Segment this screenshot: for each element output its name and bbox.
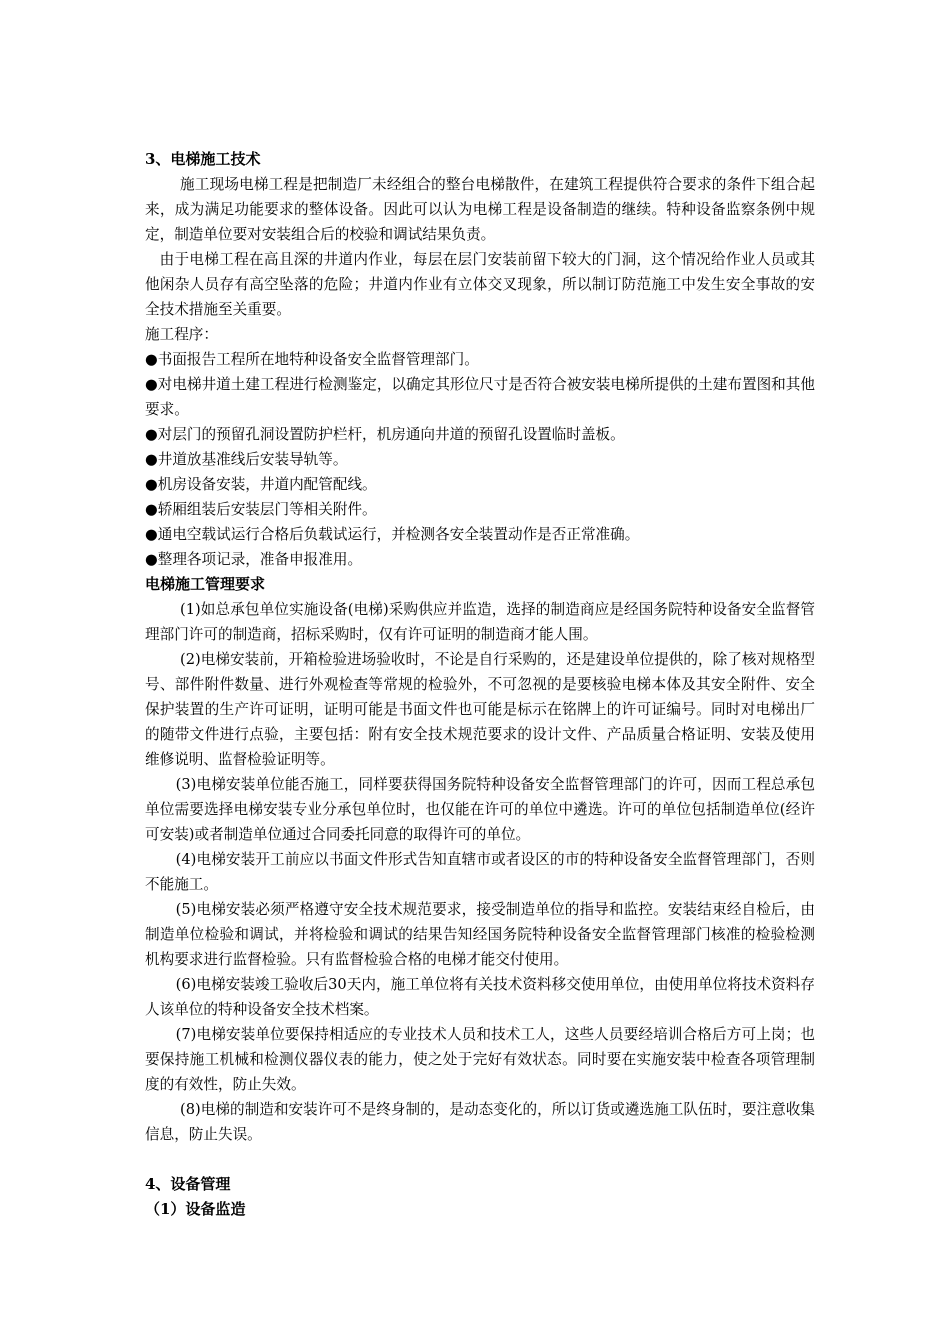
management-requirements-title: 电梯施工管理要求 [145, 575, 266, 593]
management-item: (5)电梯安装必须严格遵守安全技术规范要求，接受制造单位的指导和监控。安装结束经自检后，由制造单位检验和调试，并将检验和调试的结果告知经国务院特种设备安全监督管理部门核准的检验检测机构要求进行监督检验。只有监督检验合格的电梯才能交付使用。 [145, 901, 815, 968]
procedure-item: ●轿厢组装后安装层门等相关附件。 [145, 501, 377, 518]
section-4-subtitle: （1）设备监造 [145, 1200, 246, 1218]
procedure-item: ●整理各项记录，准备申报准用。 [145, 551, 363, 568]
document-page [145, 147, 815, 1222]
section-3-title: 3、电梯施工技术 [145, 150, 261, 168]
section-spacer [145, 1147, 815, 1172]
procedure-item: ●对层门的预留孔洞设置防护栏杆，机房通向井道的预留孔设置临时盖板。 [145, 426, 625, 443]
management-item: (8)电梯的制造和安装许可不是终身制的，是动态变化的，所以订货或遴选施工队伍时，要注意收集信息，防止失误。 [145, 1101, 815, 1143]
section-4-title: 4、设备管理 [145, 1175, 231, 1193]
management-item: (7)电梯安装单位要保持相适应的专业技术人员和技术工人，这些人员要经培训合格后方可上岗；也要保持施工机械和检测仪器仪表的能力，使之处于完好有效状态。同时要在实施安装中检查各项管理制度的有效性，防止失效。 [145, 1026, 815, 1093]
intro-paragraph-1: 施工现场电梯工程是把制造厂未经组合的整台电梯散件，在建筑工程提供符合要求的条件下组合起来，成为满足功能要求的整体设备。因此可以认为电梯工程是设备制造的继续。特种设备监察条例中规定，制造单位要对安装组合后的校验和调试结果负责。 [145, 176, 815, 243]
procedure-item: ●对电梯井道土建工程进行检测鉴定，以确定其形位尺寸是否符合被安装电梯所提供的土建布置图和其他要求。 [145, 376, 815, 418]
management-item: (4)电梯安装开工前应以书面文件形式告知直辖市或者设区的市的特种设备安全监督管理部门，否则不能施工。 [145, 851, 815, 893]
management-item: (2)电梯安装前，开箱检验进场验收时，不论是自行采购的，还是建设单位提供的，除了核对规格型号、部件附件数量、进行外观检查等常规的检验外，不可忽视的是要核验电梯本体及其安全附件、安全保护装置的生产许可证明，证明可能是书面文件也可能是标示在铭牌上的许可证编号。同时对电梯出厂的随带文件进行点验，主要包括：附有安全技术规范要求的设计文件、产品质量合格证明、安装及使用维修说明、监督检验证明等。 [145, 651, 815, 768]
intro-paragraph-2: 由于电梯工程在高且深的井道内作业，每层在层门安装前留下较大的门洞，这个情况给作业人员或其他闲杂人员存有高空坠落的危险；井道内作业有立体交叉现象，所以制订防范施工中发生安全事故的安全技术措施至关重要。 [145, 251, 815, 318]
management-item: (3)电梯安装单位能否施工，同样要获得国务院特种设备安全监督管理部门的许可，因而工程总承包单位需要选择电梯安装专业分承包单位时，也仅能在许可的单位中遴选。许可的单位包括制造单位(经许可安装)或者制造单位通过合同委托同意的取得许可的单位。 [145, 776, 815, 843]
procedure-item: ●书面报告工程所在地特种设备安全监督管理部门。 [145, 351, 479, 368]
management-item: (1)如总承包单位实施设备(电梯)采购供应并监造，选择的制造商应是经国务院特种设备安全监督管理部门许可的制造商，招标采购时，仅有许可证明的制造商才能人围。 [145, 601, 815, 643]
procedure-item: ●通电空载试运行合格后负载试运行，并检测各安全装置动作是否正常准确。 [145, 526, 640, 543]
procedure-label: 施工程序： [145, 326, 218, 343]
procedure-item: ●井道放基准线后安装导轨等。 [145, 451, 348, 468]
procedure-item: ●机房设备安装，井道内配管配线。 [145, 476, 377, 493]
management-item: (6)电梯安装竣工验收后30天内，施工单位将有关技术资料移交使用单位，由使用单位将技术资料存人该单位的特种设备安全技术档案。 [145, 976, 815, 1018]
